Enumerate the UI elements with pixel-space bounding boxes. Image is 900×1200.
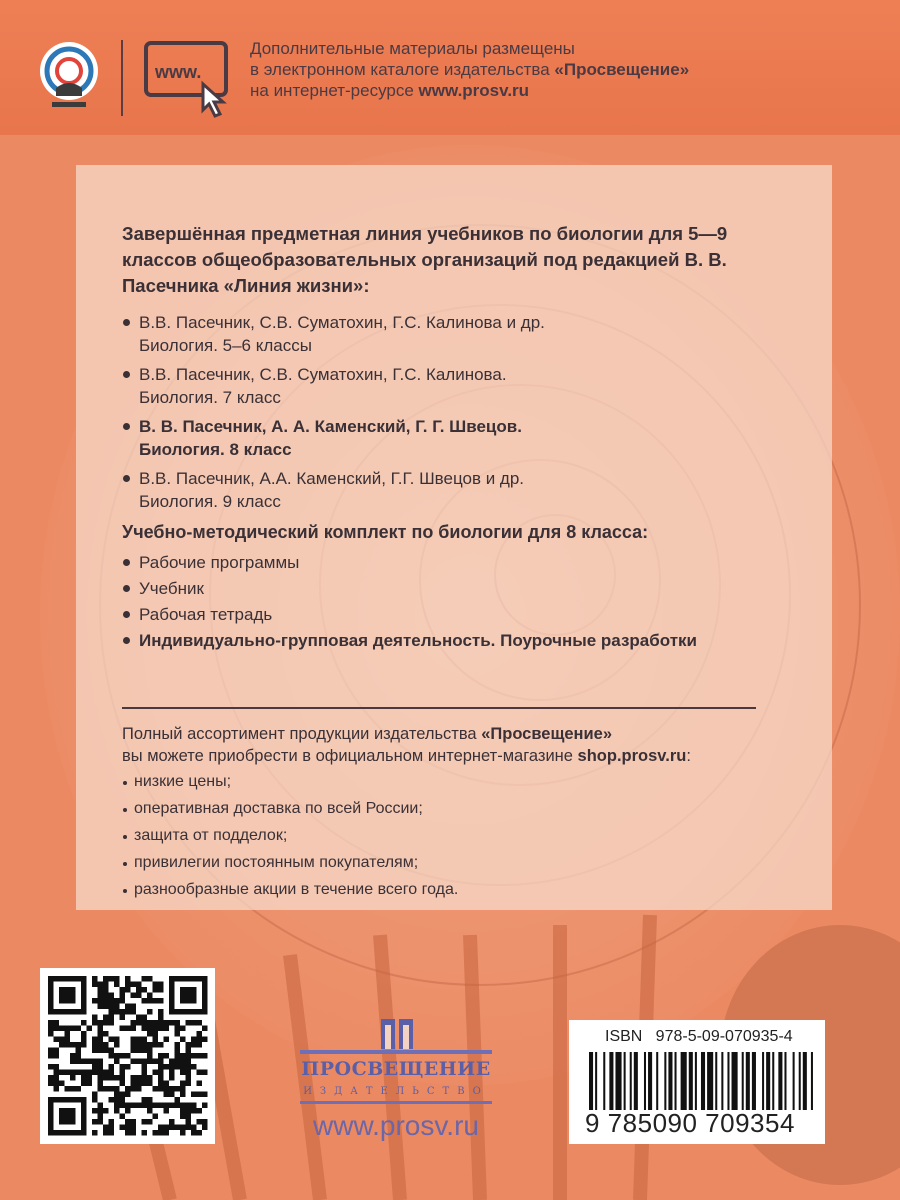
shop-section — [122, 723, 792, 906]
shop-line-1: Полный ассортимент продукции издательства — [122, 725, 482, 743]
series-heading: Завершённая предметная линия учебников по биологии для 5—9 классов общеобразовательных организаций под редакцией В. В. Пасечника «Линия жизни»: — [122, 223, 728, 296]
note-website-link[interactable]: www.prosv.ru — [418, 81, 530, 100]
shop-line-2: вы можете приобрести в официальном интернет-магазине — [122, 747, 578, 765]
book-authors: В.В. Пасечник, С.В. Суматохин, Г.С. Калинова. — [139, 365, 507, 384]
note-line-2: в электронном каталоге издательства — [250, 60, 555, 79]
book-item — [122, 311, 792, 357]
kit-list — [122, 551, 792, 652]
benefit-item: низкие цены; — [122, 771, 792, 793]
publisher-logo-icon — [375, 1015, 419, 1055]
qr-code[interactable] — [40, 968, 215, 1144]
www-icon-text: www. — [155, 62, 202, 82]
benefit-item: привилегии постоянным покупателям; — [122, 852, 792, 874]
header-divider — [121, 40, 123, 116]
book-title: Биология. 7 класс — [139, 388, 281, 407]
publisher-subtitle: ИЗДАТЕЛЬСТВО — [303, 1086, 489, 1097]
online-materials-note — [250, 38, 810, 101]
book-item — [122, 467, 792, 513]
book-authors: В.В. Пасечник, С.В. Суматохин, Г.С. Калинова и др. — [139, 313, 545, 332]
benefit-item: оперативная доставка по всей России; — [122, 798, 792, 820]
kit-item: Индивидуально-групповая деятельность. Поурочные разработки — [122, 629, 792, 652]
book-title: Биология. 5–6 классы — [139, 336, 312, 355]
barcode-icon — [589, 1052, 815, 1110]
book-item-current — [122, 415, 792, 461]
kit-item: Рабочие программы — [122, 551, 792, 574]
isbn-barcode — [569, 1020, 825, 1144]
kit-item: Учебник — [122, 577, 792, 600]
shop-line-2-suffix: : — [686, 747, 691, 765]
qr-code-icon — [40, 968, 215, 1144]
publisher-url[interactable]: www.prosv.ru — [313, 1110, 479, 1141]
note-publisher-name: «Просвещение» — [554, 60, 690, 79]
shop-publisher-name: «Просвещение» — [481, 725, 613, 743]
publisher-name: ПРОСВЕЩЕНИЕ — [301, 1058, 491, 1080]
note-line-3: на интернет-ресурсе — [250, 81, 419, 100]
kit-item: Рабочая тетрадь — [122, 603, 792, 626]
barcode-digits: 9 785090 709354 — [585, 1108, 795, 1138]
publisher-rule-top — [300, 1050, 492, 1054]
book-title: Биология. 8 класс — [139, 440, 292, 459]
benefit-item: разнообразные акции в течение всего года. — [122, 879, 792, 901]
www-monitor-icon — [143, 40, 243, 120]
book-item — [122, 363, 792, 409]
benefit-item: защита от подделок; — [122, 825, 792, 847]
content-panel — [76, 165, 832, 910]
book-list — [122, 311, 792, 513]
note-line-1: Дополнительные материалы размещены — [250, 39, 575, 58]
kit-heading: Учебно-методический комплект по биологии для 8 класса: — [122, 522, 649, 542]
book-title: Биология. 9 класс — [139, 492, 281, 511]
book-authors: В.В. Пасечник, А.А. Каменский, Г.Г. Швецов и др. — [139, 469, 525, 488]
benefits-list — [122, 771, 792, 901]
panel-inner — [122, 221, 792, 655]
book-authors: В. В. Пасечник, А. А. Каменский, Г. Г. Швецов. — [139, 417, 522, 436]
panel-divider — [122, 707, 756, 709]
isbn-label: ISBN 978-5-09-070935-4 — [605, 1028, 793, 1045]
edition-logo-icon — [36, 38, 102, 110]
shop-website-link[interactable]: shop.prosv.ru — [577, 747, 687, 765]
publisher-rule-bottom — [300, 1101, 492, 1104]
